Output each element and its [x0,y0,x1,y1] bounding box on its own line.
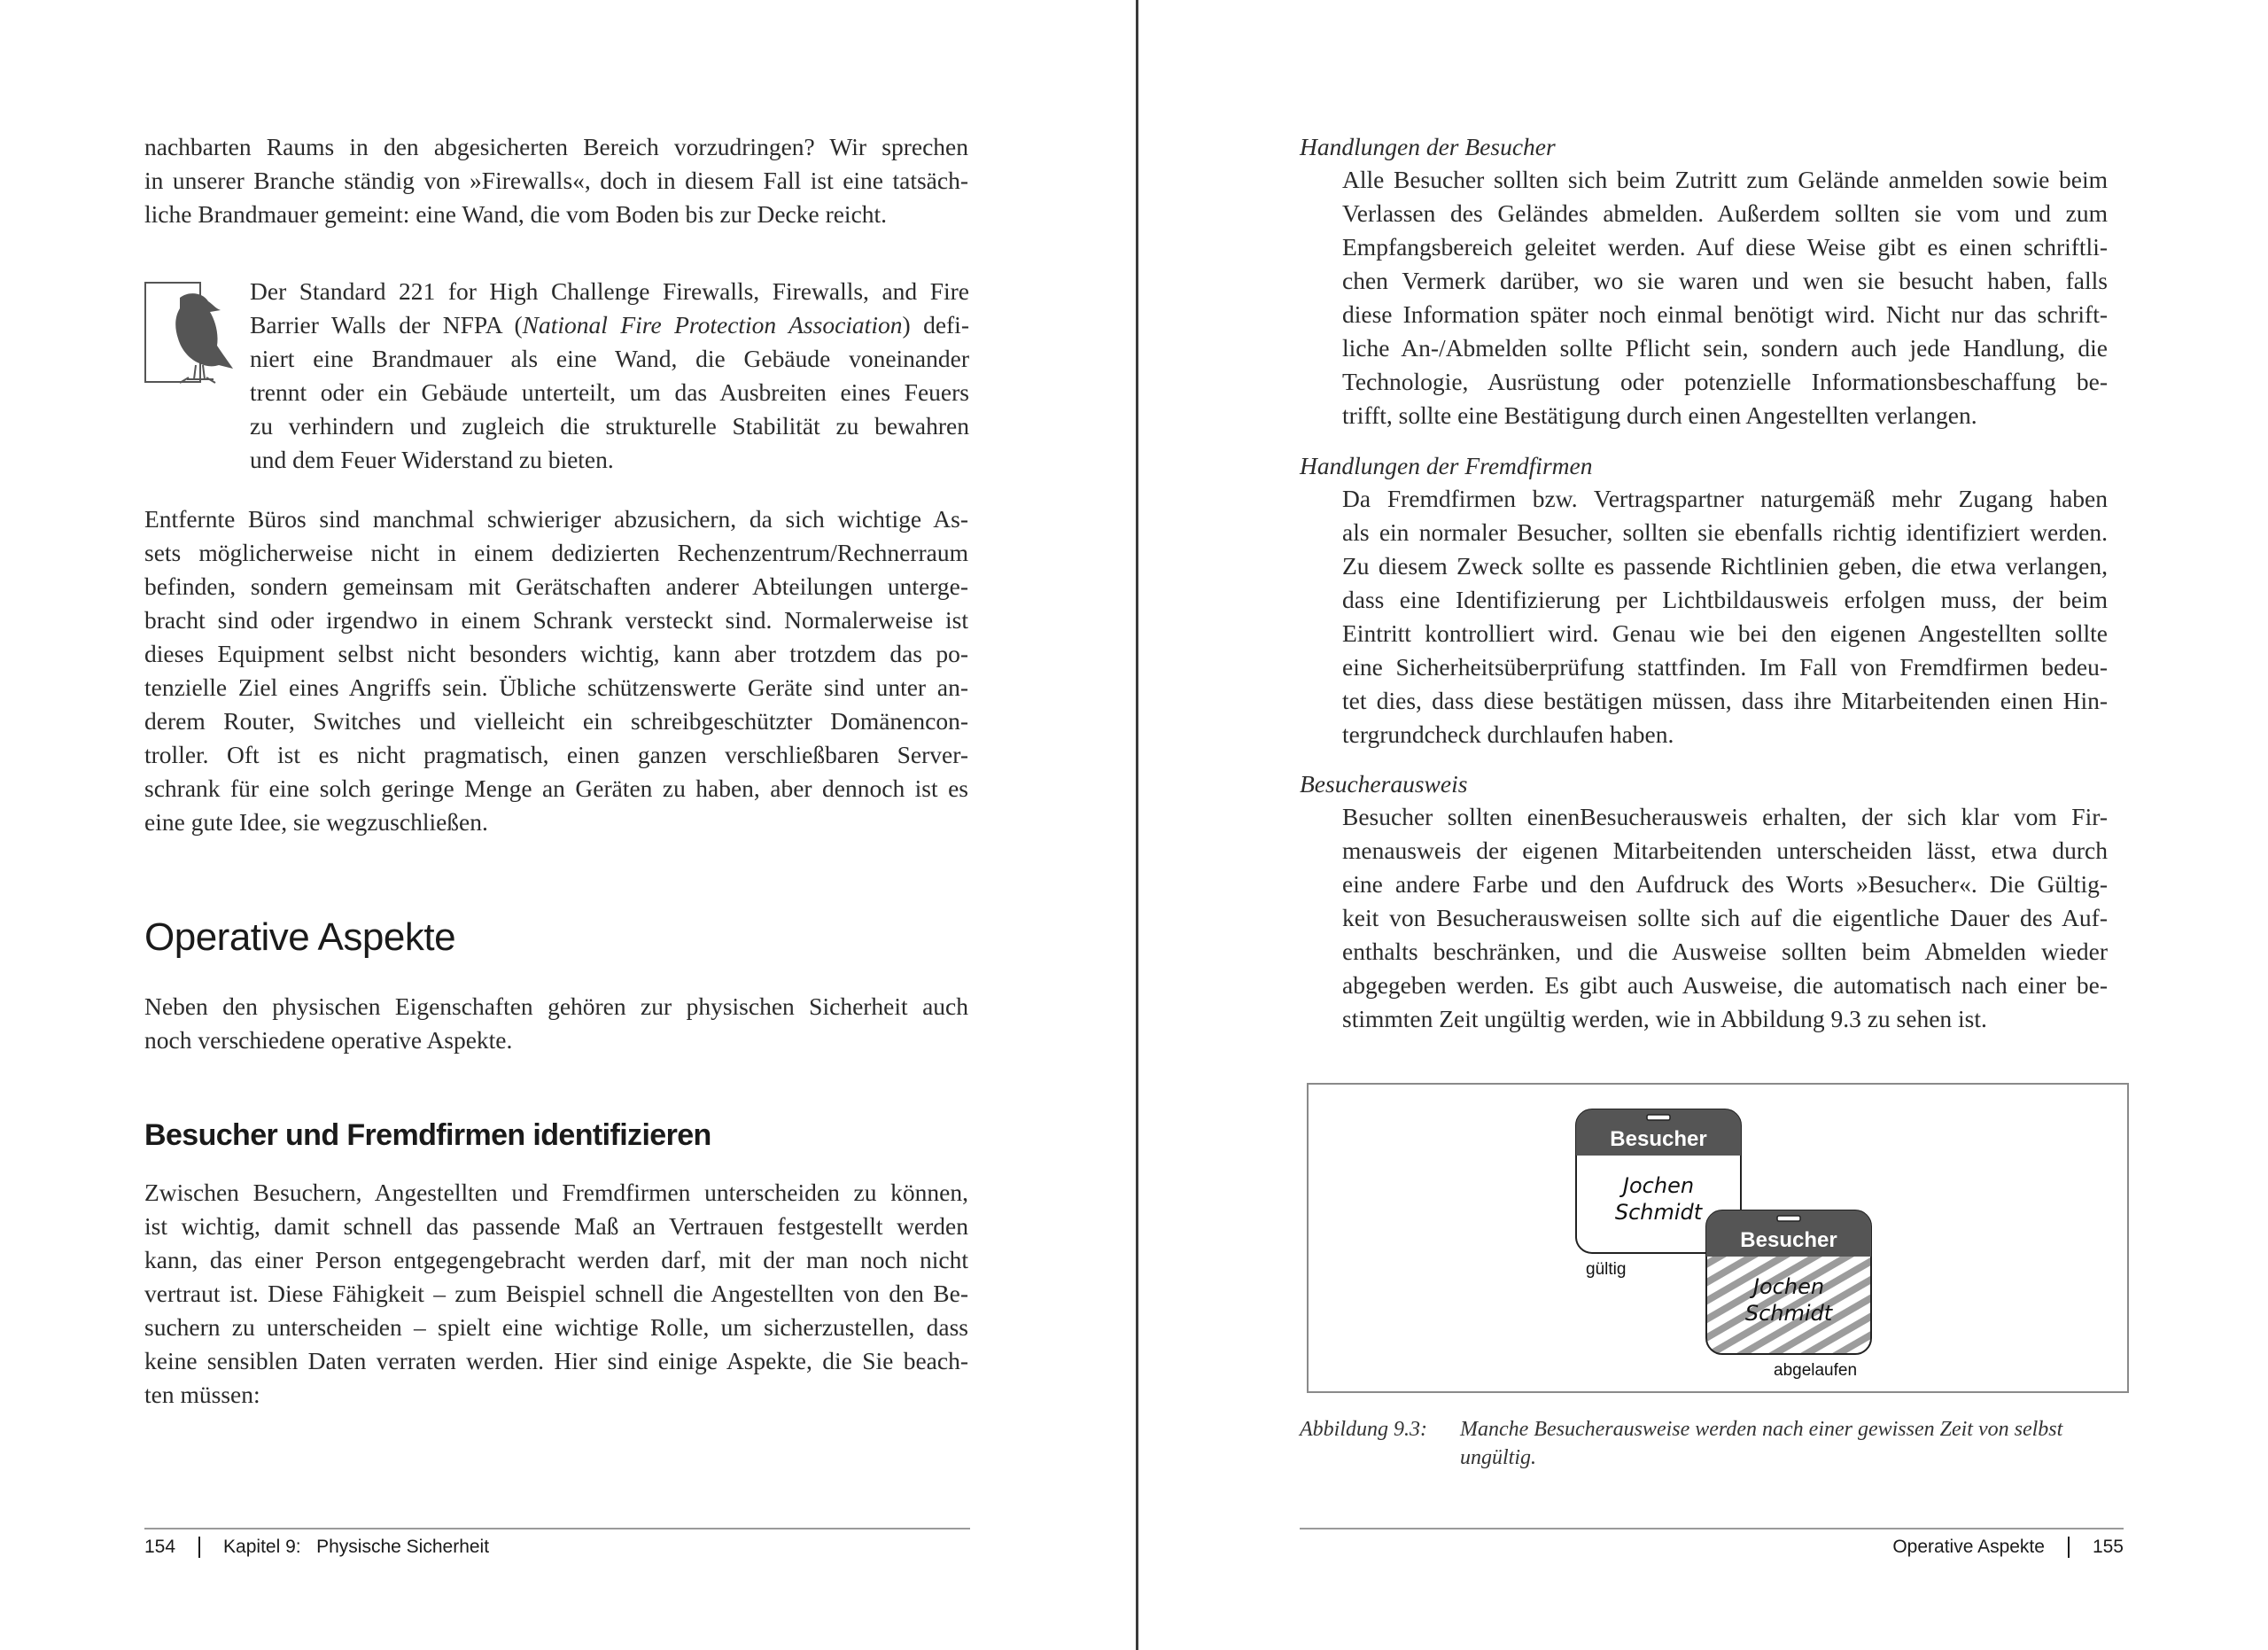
text-line: stimmten Zeit ungültig werden, wie in Abbildung 9.3 zu sehen ist. [1342,1005,1987,1032]
footer-right [1892,1537,2124,1558]
paragraph-operative [144,990,968,1057]
badge-expired-header: Besucher [1740,1228,1837,1252]
text-line: Besucher sollten einenBesucherausweis erhalten, der sich klar vom Fir- [1342,803,2108,830]
text-line: tenzielle Ziel eines Angriffs sein. Übliche schützenswerte Geräte sind unter an- [144,673,968,701]
text-line: schrank für eine solch geringe Menge an Geräten zu haben, aber dennoch ist es [144,774,968,802]
text-line: kann, das einer Person entgegengebracht werden darf, mit der man noch nicht [144,1246,968,1273]
text-line: Empfangsbereich geleitet werden. Auf diese Weise gibt es einen schriftli- [1342,233,2108,261]
text-line: Da Fremdfirmen bzw. Vertragspartner naturgemäß mehr Zugang haben [1342,485,2108,512]
paragraph-besucher [144,1176,968,1412]
footer-chapter-title: Physische Sicherheit [316,1537,490,1557]
note-line: trennt oder ein Gebäude unterteilt, um das Ausbreiten eines Feuers [250,378,969,406]
text-line: ist wichtig, damit schnell das passende Maß an Vertrauen festgestellt werden [144,1212,968,1240]
badges-illustration [1309,1085,2127,1391]
page-number-left: 154 [144,1537,176,1557]
text-line: enthalts beschränken, und die Ausweise sollten beim Abmelden wieder [1342,938,2108,965]
footer-left [144,1537,489,1558]
text-line: noch verschiedene operative Aspekte. [144,1026,513,1054]
note-line [250,308,969,342]
text-line: Zu diesem Zweck sollte es passende Richtlinien geben, die etwa verlangen, [1342,552,2108,580]
paragraph-intro [144,130,968,231]
note-line: Der Standard 221 for High Challenge Firewalls, Firewalls, and Fire [250,277,969,305]
footer-separator [2068,1537,2070,1558]
badge-valid-name-line1: Jochen [1622,1173,1695,1198]
note-italic-term: National Fire Protection Association [522,311,903,339]
right-page [1138,0,2268,1650]
term-handlungen-besucher: Handlungen der Besucher [1300,133,1556,160]
badge-clip-slot [1777,1216,1800,1221]
text-line: eine Sicherheitsüberprüfung stattfinden. Im Fall von Fremdfirmen bedeu- [1342,653,2108,681]
text-line: liche An-/Abmelden sollte Pflicht sein, sondern auch jede Handlung, die [1342,334,2108,362]
badge-expired [1706,1210,1871,1354]
text-line: Alle Besucher sollten sich beim Zutritt zum Gelände anmelden sowie beim [1342,166,2108,193]
badge-valid-label: gültig [1586,1260,1627,1279]
text-line: keit von Besucherausweisen sollte sich auf die eigentliche Dauer des Auf- [1342,904,2108,931]
text-line: Eintritt kontrolliert wird. Genau wie bei den eigenen Angestellten sollte [1342,619,2108,647]
heading-besucher-fremdfirmen: Besucher und Fremdfirmen identifizieren [144,1118,711,1152]
text-line: eine gute Idee, sie wegzuschließen. [144,808,488,836]
text-line: Technologie, Ausrüstung oder potenzielle Informationsbeschaffung be- [1342,368,2108,395]
text-line: sets möglicherweise nicht in einem dedizierten Rechenzentrum/Rechnerraum [144,539,968,566]
badge-clip-slot [1647,1115,1670,1120]
note-line: und dem Feuer Widerstand zu bieten. [250,446,614,473]
note-line: niert eine Brandmauer als eine Wand, die Gebäude voneinander [250,345,969,372]
text-line: Entfernte Büros sind manchmal schwieriger abzusichern, da sich wichtige As- [144,505,968,533]
text-line: Neben den physischen Eigenschaften gehören zur physischen Sicherheit auch [144,992,968,1020]
note-segment: Barrier Walls der NFPA ( [250,311,523,339]
text-line: keine sensiblen Daten verraten werden. Hier sind einige Aspekte, die Sie beach- [144,1347,968,1374]
figure-caption-label: Abbildung 9.3: [1300,1418,1427,1441]
badge-valid-header: Besucher [1610,1127,1707,1151]
footer-rule-right [1300,1528,2124,1529]
text-line: als ein normaler Besucher, sollten sie ebenfalls richtig identifiziert werden. [1342,518,2108,546]
term-besucherausweis: Besucherausweis [1300,770,1468,798]
text-line: befinden, sondern gemeinsam mit Gerätschaften anderer Abteilungen unterge- [144,572,968,600]
text-line: Zwischen Besuchern, Angestellten und Fremdfirmen unterscheiden zu können, [144,1179,968,1206]
footer-section-title: Operative Aspekte [1892,1537,2045,1557]
note-crow-icon [144,282,235,385]
figure-visitor-badges [1307,1083,2129,1393]
definition-handlungen-fremdfirmen [1342,482,2108,751]
badge-expired-label: abgelaufen [1774,1361,1858,1380]
heading-operative-aspekte: Operative Aspekte [144,915,456,959]
note-line: zu verhindern und zugleich die strukturelle Stabilität zu bewahren [250,412,969,440]
figure-caption-line2: ungültig. [1460,1446,1537,1469]
text-line: chen Vermerk darüber, wo sie waren und wen sie besucht haben, falls [1342,267,2108,294]
footer-rule-left [144,1528,970,1529]
text-line: suchern zu unterscheiden – spielt eine wichtige Rolle, um sicherzustellen, dass [144,1313,968,1341]
text-line: dieses Equipment selbst nicht besonders wichtig, kann aber trotzdem das po- [144,640,968,667]
text-line: menausweis der eigenen Mitarbeitenden unterscheiden lässt, etwa durch [1342,837,2108,864]
definition-handlungen-besucher [1342,163,2108,432]
note-paragraph [250,275,969,477]
text-line: in unserer Branche ständig von »Firewalls«, doch in diesem Fall ist eine tatsäch- [144,167,968,194]
footer-separator [198,1537,200,1558]
footer-chapter-label: Kapitel 9: [223,1537,301,1557]
badge-valid-name-line2: Schmidt [1614,1200,1703,1225]
text-line: tet dies, dass diese bestätigen müssen, dass ihre Mitarbeitenden einen Hin- [1342,687,2108,714]
badge-expired-name-line2: Schmidt [1744,1301,1833,1326]
text-line: bracht sind oder irgendwo in einem Schrank versteckt sind. Normalerweise ist [144,606,968,634]
text-line: vertraut ist. Diese Fähigkeit – zum Beispiel schnell die Angestellten von den Be- [144,1280,968,1307]
badge-expired-name-line1: Jochen [1752,1274,1825,1299]
text-line: derem Router, Switches und vielleicht ein schreibgeschützter Domänencon- [144,707,968,735]
term-handlungen-fremdfirmen: Handlungen der Fremdfirmen [1300,452,1593,479]
text-line: diese Information später noch einmal benötigt wird. Nicht nur das schrift- [1342,300,2108,328]
text-line: Verlassen des Geländes abmelden. Außerdem sollten sie vom und zum [1342,199,2108,227]
text-line: nachbarten Raums in den abgesicherten Bereich vorzudringen? Wir sprechen [144,133,968,160]
text-line: ten müssen: [144,1381,260,1408]
text-line: tergrundcheck durchlaufen haben. [1342,720,1674,748]
figure-caption-line1: Manche Besucherausweise werden nach einer gewissen Zeit von selbst [1460,1418,2063,1441]
text-line: troller. Oft ist es nicht pragmatisch, einen ganzen verschließbaren Server- [144,741,968,768]
text-line: trifft, sollte eine Bestätigung durch einen Angestellten verlangen. [1342,401,1977,429]
text-line: dass eine Identifizierung per Lichtbildausweis erfolgen muss, der beim [1342,586,2108,613]
paragraph-remote-offices [144,502,968,839]
note-segment: ) defi- [902,311,969,339]
text-line: abgegeben werden. Es gibt auch Ausweise, die automatisch nach einer be- [1342,971,2108,999]
page-number-right: 155 [2092,1537,2124,1557]
definition-besucherausweis [1342,800,2108,1036]
text-line: liche Brandmauer gemeint: eine Wand, die vom Boden bis zur Decke reicht. [144,200,888,228]
text-line: eine andere Farbe und den Aufdruck des Worts »Besucher«. Die Gültig- [1342,870,2108,898]
